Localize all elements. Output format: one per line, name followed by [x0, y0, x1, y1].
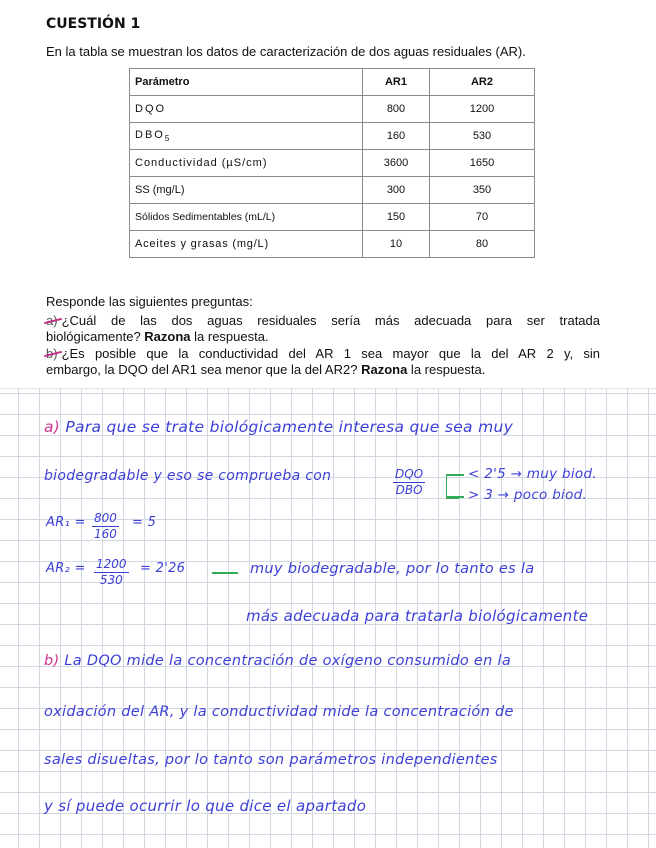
table-row [130, 96, 535, 123]
ratio-fraction [393, 467, 425, 498]
intro-text: En la tabla se muestran los datos de caracterización de dos aguas residuales (AR). [46, 44, 526, 59]
column-header-ar2: AR2 [430, 69, 535, 96]
ar2-denominator: 530 [99, 573, 123, 587]
ar1-cell: 10 [363, 231, 430, 258]
ar2-cell: 70 [430, 204, 535, 231]
question-a [46, 313, 600, 345]
question-b-line1: ¿Es posible que la conductividad del AR 1 sea mayor que la del AR 2 y, sin [46, 346, 600, 362]
ar1-result: = 5 [132, 515, 157, 530]
question-a-line2: biológicamente? Razona la respuesta. [46, 329, 269, 344]
ar1-cell: 300 [363, 177, 430, 204]
answer-b-line4: y sí puede ocurrir lo que dice el apartado [44, 797, 367, 815]
table-row [130, 177, 535, 204]
answer-a-line5: más adecuada para tratarla biológicamente [246, 607, 589, 625]
ar1-fraction [92, 511, 119, 542]
ar1-cell: 160 [363, 123, 430, 150]
branch-arrow-bottom [446, 496, 464, 498]
ar2-cell: 1200 [430, 96, 535, 123]
question-a-mark [46, 313, 58, 328]
branch-upper: < 2'5 → muy biod. [468, 466, 597, 482]
ar2-label: AR₂ = [46, 561, 86, 576]
ar2-conclusion: muy biodegradable, por lo tanto es la [250, 561, 535, 577]
ar2-arrow [212, 572, 238, 574]
branch-lower: > 3 → poco biod. [468, 487, 588, 503]
ar1-cell: 3600 [363, 150, 430, 177]
question-b-mark [46, 346, 58, 361]
ar2-fraction [94, 557, 129, 588]
param-subscript: 5 [164, 134, 170, 144]
question-a-line1: ¿Cuál de las dos aguas residuales sería más adecuada para ser tratada [46, 313, 600, 329]
column-header-parameter: Parámetro [130, 69, 363, 96]
answer-a-line2: biodegradable y eso se comprueba con [44, 468, 332, 484]
table-row [130, 123, 535, 150]
ar1-cell: 150 [363, 204, 430, 231]
answer-b-line1: b) La DQO mide la concentración de oxígeno consumido en la [44, 653, 512, 669]
ar2-numerator: 1200 [96, 557, 127, 571]
ar1-numerator: 800 [94, 511, 117, 525]
table-row [130, 150, 535, 177]
column-header-ar1: AR1 [363, 69, 430, 96]
ar2-cell: 350 [430, 177, 535, 204]
ar2-result: = 2'26 [140, 561, 186, 576]
question-b-line2: embargo, la DQO del AR1 sea menor que la del AR2? Razona la respuesta. [46, 362, 486, 377]
questions-prompt: Responde las siguientes preguntas: [46, 294, 253, 309]
param-cell: SS (mg/L) [130, 177, 363, 204]
ratio-denominator: DBO [395, 483, 423, 497]
ar2-cell: 80 [430, 231, 535, 258]
page-title: CUESTIÓN 1 [46, 16, 141, 32]
table-row [130, 231, 535, 258]
ar2-cell: 530 [430, 123, 535, 150]
param-cell: Conductividad (µS/cm) [130, 150, 363, 177]
param-name: DBO [135, 128, 165, 141]
table-header-row [130, 69, 535, 96]
ar1-denominator: 160 [94, 527, 117, 541]
ar1-cell: 800 [363, 96, 430, 123]
ar1-label: AR₁ = [46, 515, 86, 530]
param-cell: Sólidos Sedimentables (mL/L) [130, 204, 363, 231]
branch-arrow-top [446, 474, 464, 476]
ratio-numerator: DQO [395, 467, 424, 481]
param-cell [130, 123, 363, 150]
question-sheet [0, 0, 656, 388]
table-row [130, 204, 535, 231]
answer-b-line3: sales disueltas, por lo tanto son parámetros independientes [44, 752, 498, 768]
question-b [46, 346, 600, 378]
ar2-cell: 1650 [430, 150, 535, 177]
answer-a-line1: a) Para que se trate biológicamente interesa que sea muy [44, 418, 514, 436]
param-cell: DQO [130, 96, 363, 123]
characterization-table [129, 68, 535, 258]
answer-b-line2: oxidación del AR, y la conductividad mide la concentración de [44, 704, 514, 720]
param-cell: Aceites y grasas (mg/L) [130, 231, 363, 258]
